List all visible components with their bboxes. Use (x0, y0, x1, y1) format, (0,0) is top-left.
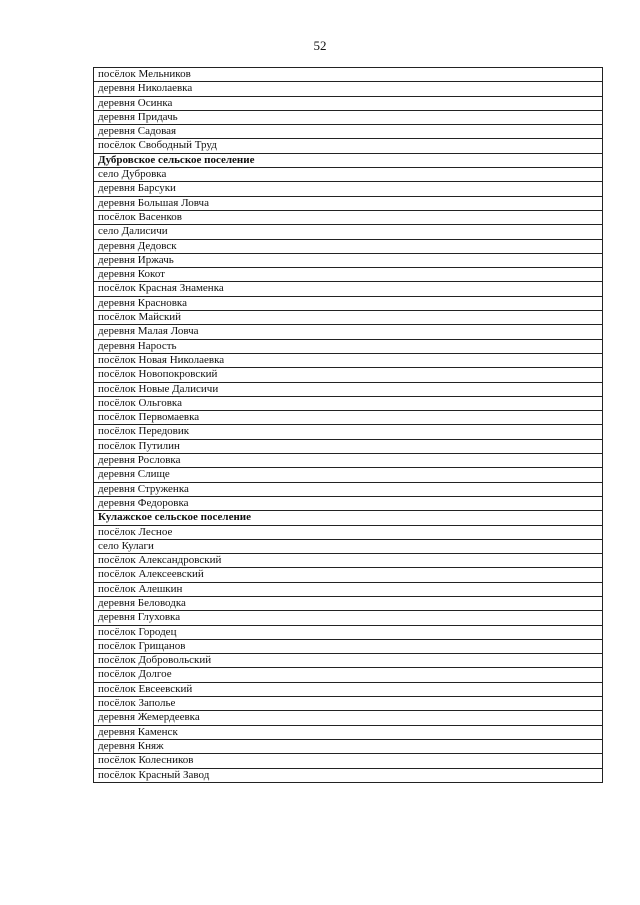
table-row: деревня Красновка (94, 297, 602, 311)
table-row: деревня Рословка (94, 454, 602, 468)
table-row: деревня Слище (94, 468, 602, 482)
table-row: посёлок Грищанов (94, 640, 602, 654)
page-number: 52 (313, 38, 327, 53)
table-row: посёлок Алексеевский (94, 568, 602, 582)
table-row: посёлок Первомаевка (94, 411, 602, 425)
table-row: деревня Каменск (94, 726, 602, 740)
table-row: посёлок Евсеевский (94, 683, 602, 697)
table-row: село Дубровка (94, 168, 602, 182)
table-row: деревня Беловодка (94, 597, 602, 611)
table-row: посёлок Алешкин (94, 583, 602, 597)
table-row: посёлок Свободный Труд (94, 139, 602, 153)
table-row: деревня Малая Ловча (94, 325, 602, 339)
table-row: деревня Николаевка (94, 82, 602, 96)
section-header-row: Дубровское сельское поселение (94, 154, 602, 168)
table-row: посёлок Путилин (94, 440, 602, 454)
table-row: деревня Дедовск (94, 240, 602, 254)
table-row: деревня Нарость (94, 340, 602, 354)
table-row: посёлок Новая Николаевка (94, 354, 602, 368)
table-row: посёлок Майский (94, 311, 602, 325)
table-row: посёлок Мельников (94, 68, 602, 82)
table-row: посёлок Передовик (94, 425, 602, 439)
table-row: деревня Глуховка (94, 611, 602, 625)
table-row: посёлок Заполье (94, 697, 602, 711)
table-row: деревня Кокот (94, 268, 602, 282)
table-row: посёлок Новопокровский (94, 368, 602, 382)
table-row: посёлок Колесников (94, 754, 602, 768)
table-row: посёлок Васенков (94, 211, 602, 225)
table-row: деревня Придачь (94, 111, 602, 125)
table-row: деревня Барсуки (94, 182, 602, 196)
table-row: деревня Струженка (94, 483, 602, 497)
table-row: посёлок Новые Далисичи (94, 383, 602, 397)
table-row: деревня Осинка (94, 97, 602, 111)
table-row: деревня Садовая (94, 125, 602, 139)
table-row: деревня Федоровка (94, 497, 602, 511)
table-row: посёлок Ольговка (94, 397, 602, 411)
table-row: посёлок Добровольский (94, 654, 602, 668)
table-row: посёлок Красная Знаменка (94, 282, 602, 296)
table-row: деревня Большая Ловча (94, 197, 602, 211)
table-row: деревня Иржачь (94, 254, 602, 268)
table-row: посёлок Красный Завод (94, 769, 602, 783)
section-header-row: Кулажское сельское поселение (94, 511, 602, 525)
table-row: село Кулаги (94, 540, 602, 554)
table-row: посёлок Лесное (94, 526, 602, 540)
table-row: деревня Княж (94, 740, 602, 754)
table-row: посёлок Александровский (94, 554, 602, 568)
table-row: деревня Жемердеевка (94, 711, 602, 725)
table-row: посёлок Долгое (94, 668, 602, 682)
table-row: посёлок Городец (94, 626, 602, 640)
table-row: село Далисичи (94, 225, 602, 239)
settlement-table (93, 67, 603, 783)
